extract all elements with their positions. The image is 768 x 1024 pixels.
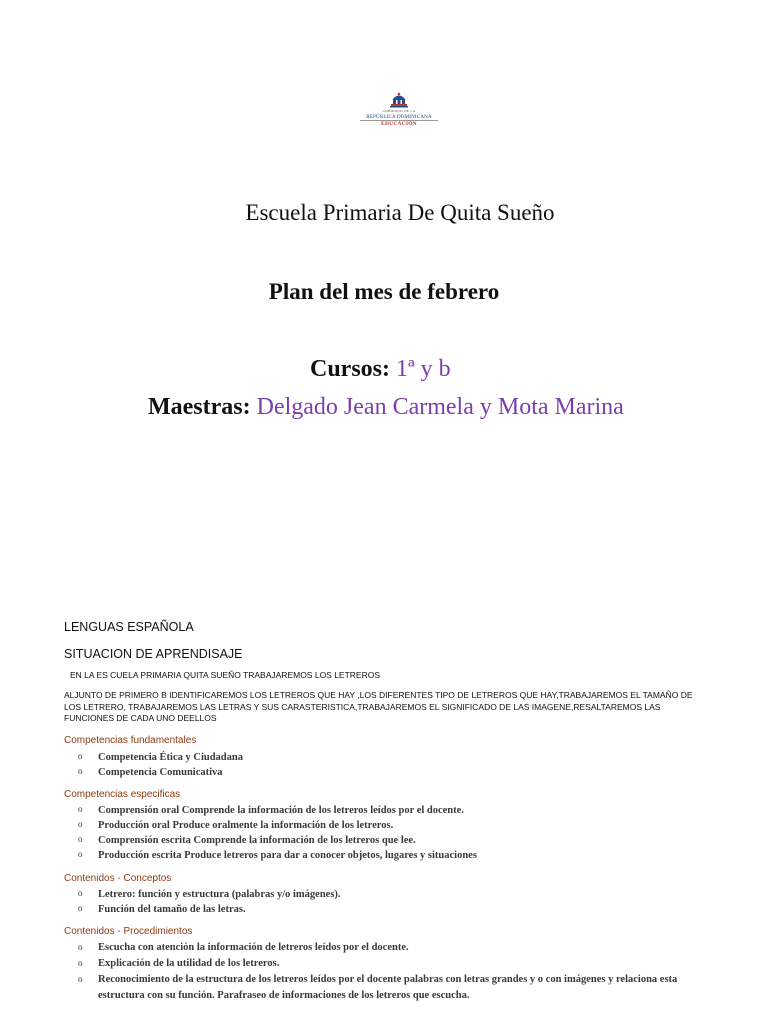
- situation-heading: SITUACION DE APRENDISAJE: [64, 647, 243, 661]
- list-competencias-especificas: [78, 803, 688, 863]
- list-item: o Función del tamaño de las letras.: [78, 902, 688, 917]
- maestras-value: Delgado Jean Carmela y Mota Marina: [256, 394, 624, 420]
- cursos-label: Cursos:: [310, 356, 391, 382]
- list-item: o Producción oral Produce oralmente la información de los letreros.: [78, 818, 688, 833]
- list-item: o Letrero: función y estructura (palabras y/o imágenes).: [78, 887, 688, 902]
- logo-line-government: GOBIERNO DE LA: [382, 109, 416, 113]
- list-competencias-fundamentales: [78, 750, 688, 780]
- logo-line-education: EDUCACIÓN: [381, 121, 417, 127]
- list-item: o Explicación de la utilidad de los letreros.: [78, 956, 688, 972]
- list-item: o Comprensión oral Comprende la información de los letreros leídos por el docente.: [78, 803, 688, 818]
- list-item: o Competencia Comunicativa: [78, 765, 688, 780]
- list-contenidos-procedimientos: [78, 940, 688, 1004]
- list-item: o Comprensión escrita Comprende la información de los letreros que lee.: [78, 833, 688, 848]
- section-title-contenidos-procedimientos: Contenidos - Procedimientos: [64, 926, 193, 937]
- section-title-competencias-fundamentales: Competencias fundamentales: [64, 735, 197, 746]
- list-item: o Competencia Ética y Ciudadana: [78, 750, 688, 765]
- logo-line-republic: REPÚBLICA DOMINICANA: [366, 115, 432, 120]
- maestras-line: [148, 394, 624, 421]
- list-item: o Reconocimiento de la estructura de los letreros leídos por el docente palabras con letras grandes y o con imágenes y relaciona esta estructura con su función. Parafraseo de informaciones de los letreros que escucha.: [78, 972, 688, 1004]
- government-seal-icon: [387, 91, 411, 110]
- section-title-competencias-especificas: Competencias especificas: [64, 789, 181, 800]
- ministry-logo: [346, 82, 452, 148]
- cursos-line: [310, 356, 451, 383]
- list-contenidos-conceptos: [78, 887, 688, 917]
- section-title-contenidos-conceptos: Contenidos - Conceptos: [64, 873, 172, 884]
- plan-title: Plan del mes de febrero: [268, 279, 500, 304]
- subject-heading: LENGUAS ESPAÑOLA: [64, 620, 194, 634]
- situation-paragraph-1: EN LA ES CUELA PRIMARIA QUITA SUEÑO TRABAJAREMOS LOS LETREROS: [70, 670, 381, 680]
- list-item: o Producción escrita Produce letreros para dar a conocer objetos, lugares y situaciones: [78, 848, 688, 863]
- situation-paragraph-2: ALJUNTO DE PRIMERO B IDENTIFICAREMOS LOS LETREROS QUE HAY ,LOS DIFERENTES TIPO DE LETREROS QUE HAY,TRABAJAREMOS EL TAMAÑO DE LOS LETRERO, TRABAJAREMOS LAS LETRAS Y SUS CARASTERISTICA,TRABAJAREMOS EL SIGNIFICADO DE LAS IMAGENE,RESALTAREMOS LAS FUNCIONES DE CADA UNO DEELLOS: [64, 690, 693, 723]
- maestras-label: Maestras:: [148, 394, 251, 420]
- school-name: Escuela Primaria De Quita Sueño: [245, 200, 555, 225]
- list-item: o Escucha con atención la información de letreros leídos por el docente.: [78, 940, 688, 956]
- cursos-value: 1ª y b: [396, 356, 451, 382]
